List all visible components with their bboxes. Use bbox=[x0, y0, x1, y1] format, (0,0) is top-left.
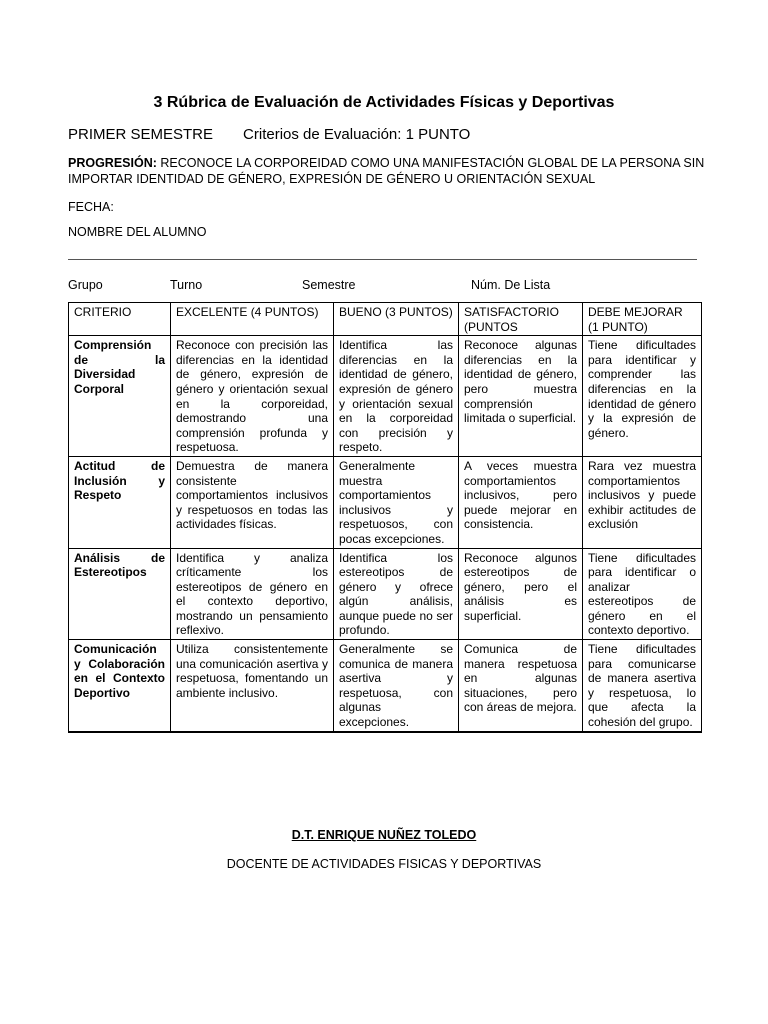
grupo-label: Grupo bbox=[68, 278, 103, 292]
mejorar-cell: Tiene dificultades para comunicarse de manera asertiva y respetuosa, lo que afecta la cohesión del grupo. bbox=[583, 640, 702, 732]
header-bueno: BUENO (3 PUNTOS) bbox=[334, 303, 459, 336]
header-satisfactorio: SATISFACTORIO (PUNTOS bbox=[459, 303, 583, 336]
semestre-label: Semestre bbox=[302, 278, 356, 292]
lista-label: Núm. De Lista bbox=[471, 278, 551, 292]
header-criterio: CRITERIO bbox=[69, 303, 171, 336]
teacher-signature-name: D.T. ENRIQUE NUÑEZ TOLEDO bbox=[291, 828, 477, 842]
teacher-role: DOCENTE DE ACTIVIDADES FISICAS Y DEPORTIVAS bbox=[226, 857, 542, 871]
bueno-cell: Generalmente muestra comportamientos inclusivos y respetuosos, con pocas excepciones. bbox=[334, 456, 459, 548]
excelente-cell: Identifica y analiza críticamente los estereotipos de género en el contexto deportivo, mostrando un pensamiento reflexivo. bbox=[171, 548, 334, 640]
mejorar-cell: Rara vez muestra comportamientos inclusivos y puede exhibir actitudes de exclusión bbox=[583, 456, 702, 548]
satisfactorio-cell: Reconoce algunas diferencias en la identidad de género, pero muestra comprensión limitada o superficial. bbox=[459, 336, 583, 457]
satisfactorio-cell: Comunica de manera respetuosa en algunas situaciones, pero con áreas de mejora. bbox=[459, 640, 583, 732]
excelente-cell: Demuestra de manera consistente comportamientos inclusivos y respetuosos en todas las actividades físicas. bbox=[171, 456, 334, 548]
criterio-cell: Comunicación y Colaboración en el Contexto Deportivo bbox=[69, 640, 171, 732]
mejorar-cell: Tiene dificultades para identificar o analizar estereotipos de género en el contexto deportivo. bbox=[583, 548, 702, 640]
criterio-cell: Actitud de Inclusión y Respeto bbox=[69, 456, 171, 548]
rubric-table bbox=[68, 302, 702, 733]
rubric-header-row bbox=[69, 303, 702, 336]
nombre-label: NOMBRE DEL ALUMNO bbox=[68, 225, 207, 239]
mejorar-cell: Tiene dificultades para identificar y comprender las diferencias en la identidad de género y la expresión de género. bbox=[583, 336, 702, 457]
criteria-points: Criterios de Evaluación: 1 PUNTO bbox=[243, 126, 471, 143]
bueno-cell: Generalmente se comunica de manera asertiva y respetuosa, con algunas excepciones. bbox=[334, 640, 459, 732]
semester-label: PRIMER SEMESTRE bbox=[68, 126, 214, 143]
table-row bbox=[69, 640, 702, 732]
document-title: 3 Rúbrica de Evaluación de Actividades Físicas y Deportivas bbox=[153, 94, 615, 111]
criterio-cell: Análisis de Estereotipos bbox=[69, 548, 171, 640]
progresion-text: RECONOCE LA CORPOREIDAD COMO UNA MANIFESTACIÓN GLOBAL DE LA PERSONA SIN IMPORTAR IDENTIDAD DE GÉNERO, EXPRESIÓN DE GÉNERO U ORIENTACIÓN SEXUAL bbox=[68, 156, 705, 186]
table-row bbox=[69, 456, 702, 548]
excelente-cell: Utiliza consistentemente una comunicación asertiva y respetuosa, fomentando un ambiente inclusivo. bbox=[171, 640, 334, 732]
excelente-cell: Reconoce con precisión las diferencias en la identidad de género, expresión de género y orientación sexual en la corporeidad, demostrando una comprensión profunda y respetuosa. bbox=[171, 336, 334, 457]
header-excelente: EXCELENTE (4 PUNTOS) bbox=[171, 303, 334, 336]
table-row bbox=[69, 548, 702, 640]
progresion-label: PROGRESIÓN: bbox=[68, 156, 157, 170]
bueno-cell: Identifica las diferencias en la identidad de género, expresión de género y orientación sexual en la corporeidad con precisión y respeto. bbox=[334, 336, 459, 457]
name-line-divider bbox=[68, 259, 697, 260]
turno-label: Turno bbox=[170, 278, 203, 292]
bueno-cell: Identifica los estereotipos de género y ofrece algún análisis, aunque puede no ser profundo. bbox=[334, 548, 459, 640]
table-row bbox=[69, 336, 702, 457]
criterio-cell: Comprensión de la Diversidad Corporal bbox=[69, 336, 171, 457]
progresion-block bbox=[68, 155, 708, 187]
fecha-label: FECHA: bbox=[68, 200, 114, 214]
header-mejorar: DEBE MEJORAR (1 PUNTO) bbox=[583, 303, 702, 336]
semester-line bbox=[68, 126, 470, 143]
satisfactorio-cell: Reconoce algunos estereotipos de género, pero el análisis es superficial. bbox=[459, 548, 583, 640]
satisfactorio-cell: A veces muestra comportamientos inclusivos, pero puede mejorar en consistencia. bbox=[459, 456, 583, 548]
